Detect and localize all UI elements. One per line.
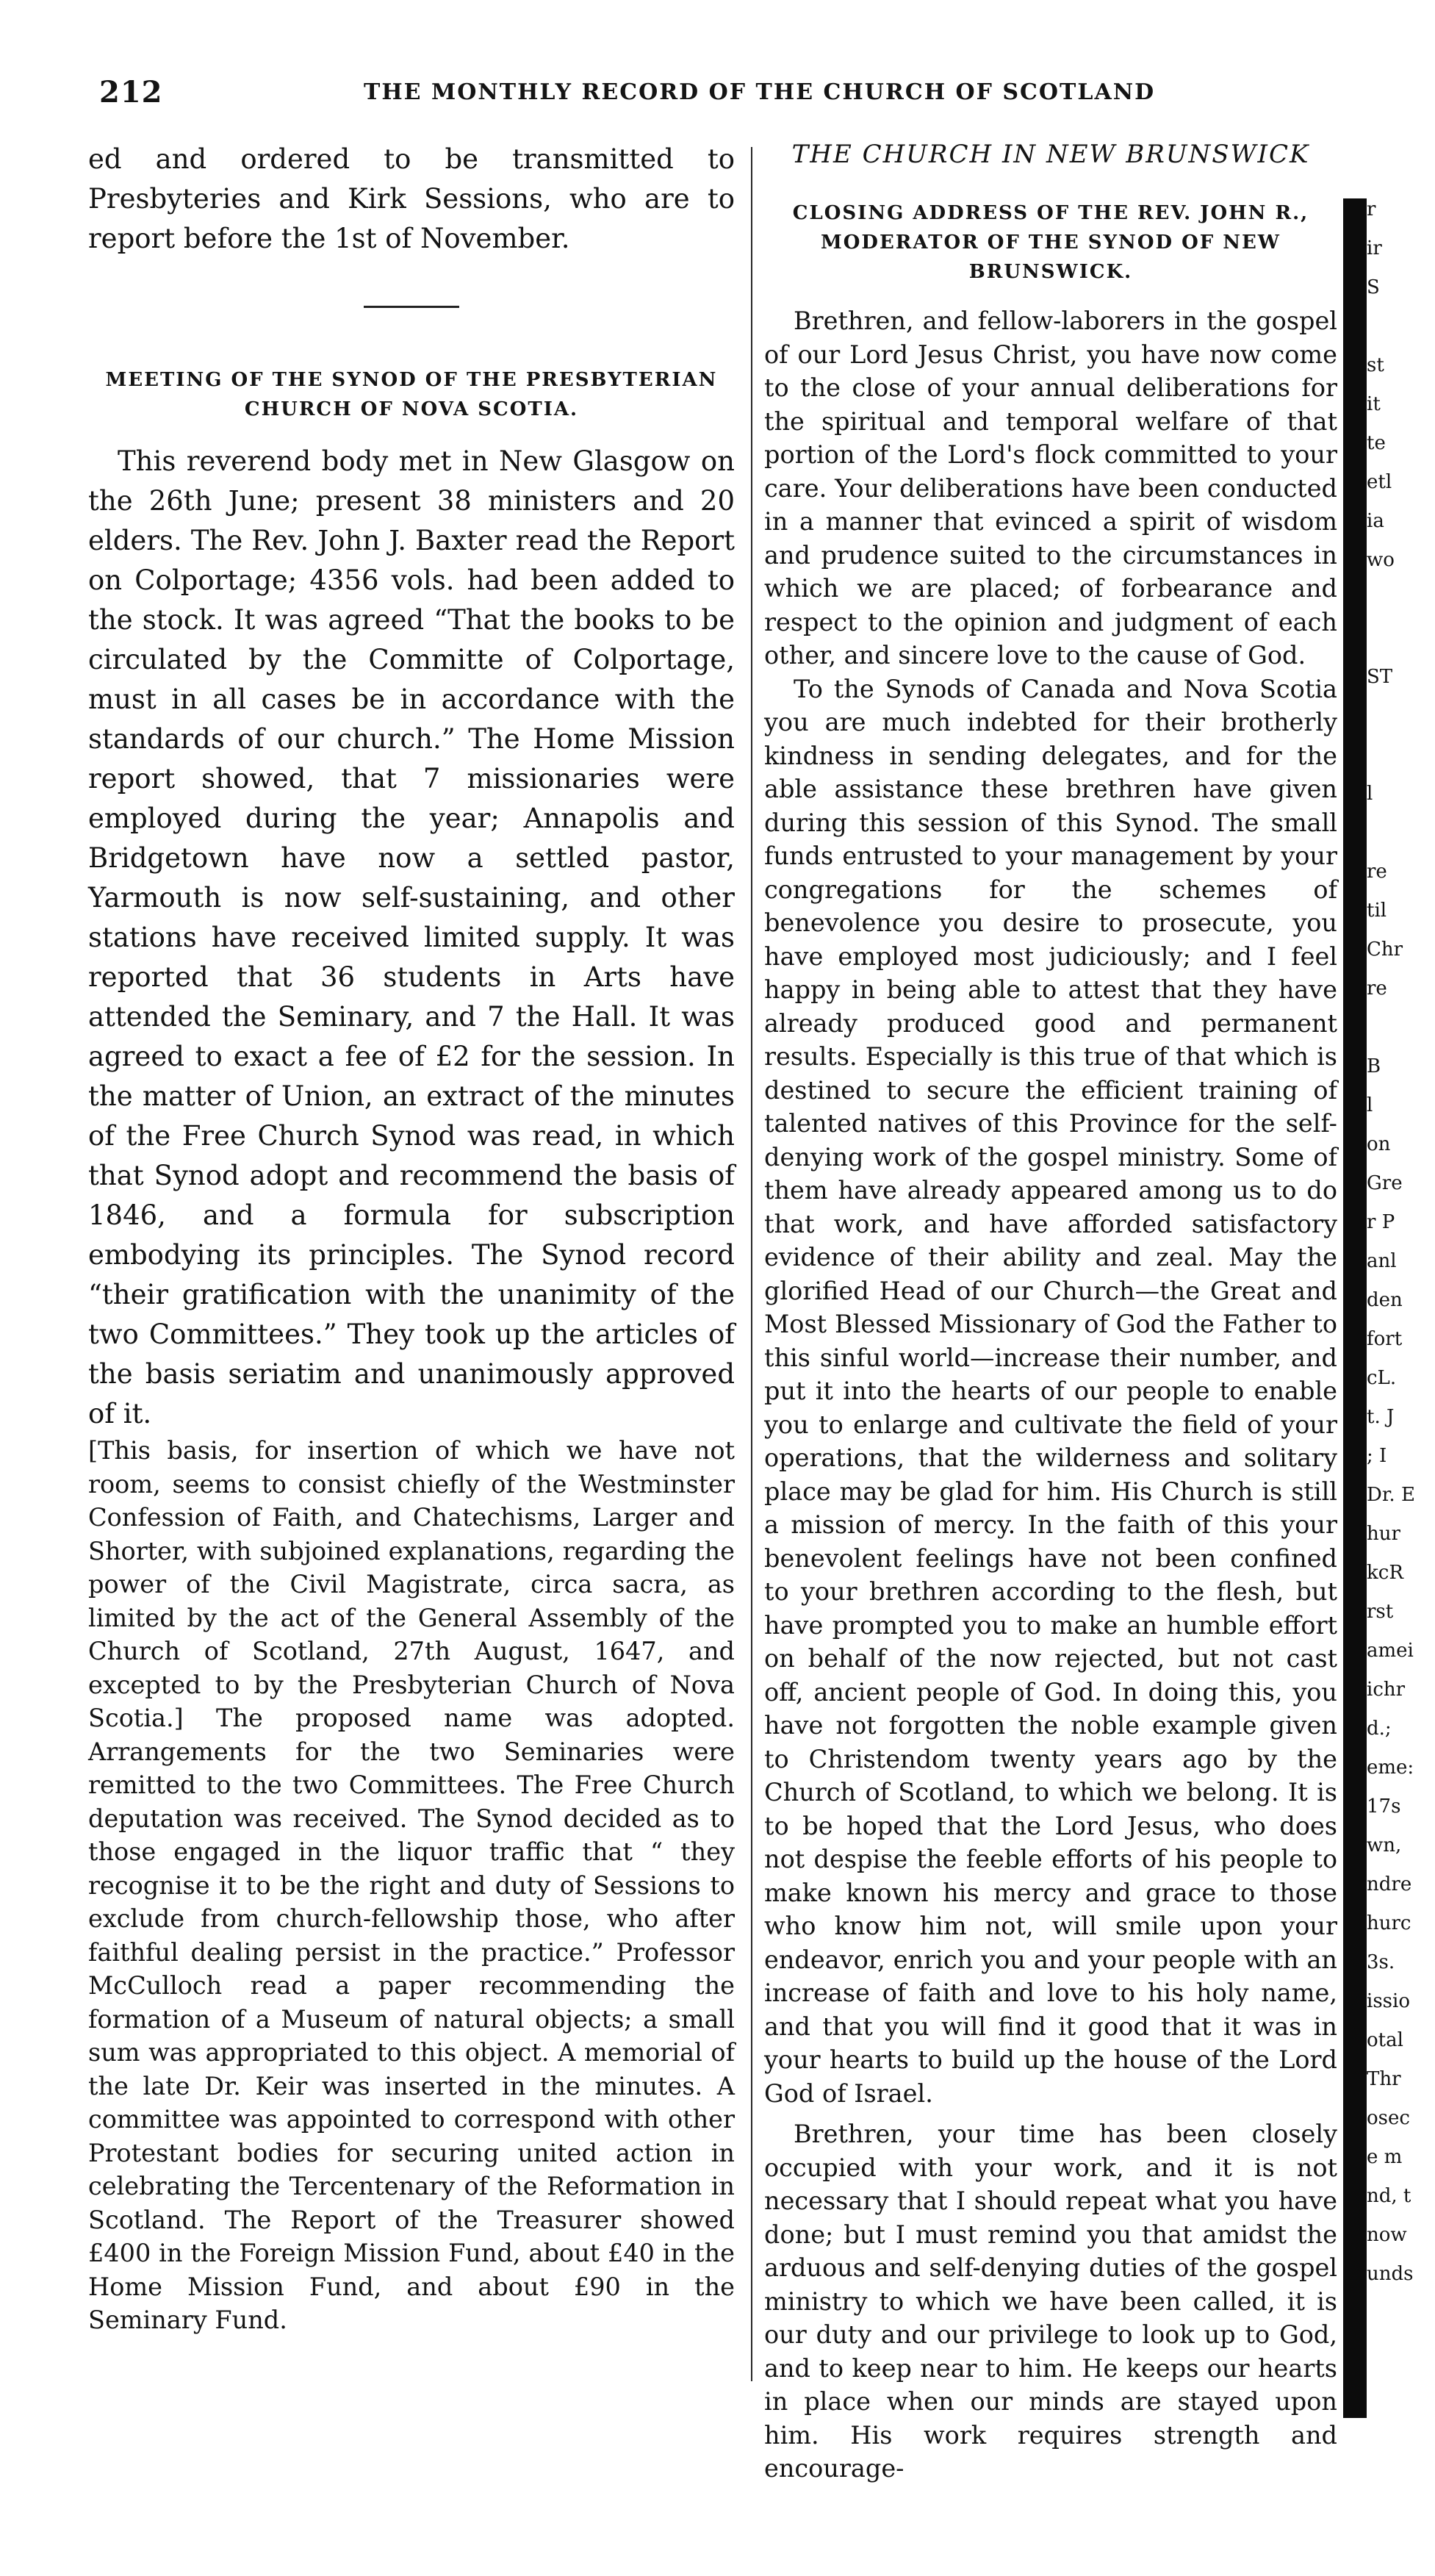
margin-fragment: on [1367, 1133, 1391, 1155]
right-paragraph-1: Brethren, and fellow-laborers in the gospel of our Lord Jesus Christ, you have now come to the close of your annual deliberations for the spiritual and temporal welfare of that portion of the Lord's flock committed to your care. Your deliberations have been conducted in a manner that evinced a spirit of wisdom and prudence suited to the circumstances in which we are placed; of forbearance and respect to the opinion and judgment of each other, and sincere love to the cause of God. [764, 306, 1337, 670]
margin-fragment [1367, 588, 1435, 627]
margin-fragment: t. J [1367, 1406, 1395, 1428]
margin-fragment: ST [1367, 666, 1393, 688]
left-column [88, 140, 735, 2337]
margin-fragment: fort [1367, 1328, 1403, 1350]
margin-fragment: anl [1367, 1250, 1397, 1272]
margin-fragment: te [1367, 432, 1386, 454]
running-title: THE MONTHLY RECORD OF THE CHURCH OF SCOTLAND [364, 79, 1156, 105]
margin-fragment: Dr. E [1367, 1484, 1415, 1506]
margin-fragment: hur [1367, 1523, 1400, 1545]
right-section-title: THE CHURCH IN NEW BRUNSWICK [791, 140, 1310, 169]
margin-fragment: Gre [1367, 1172, 1403, 1194]
page-number: 212 [99, 75, 163, 110]
margin-fragment: otal [1367, 2029, 1403, 2051]
margin-fragment: kcR [1367, 1562, 1403, 1584]
margin-fragment: Chr [1367, 939, 1403, 961]
margin-fragment [1367, 822, 1435, 861]
margin-fragment: B [1367, 1055, 1381, 1077]
margin-fragment [1367, 315, 1435, 354]
margin-fragment: Thr [1367, 2068, 1401, 2090]
margin-fragment: ir [1367, 237, 1382, 259]
binding-edge-shadow [1343, 198, 1367, 2418]
margin-fragment: amei [1367, 1640, 1414, 1662]
margin-fragment: etl [1367, 471, 1392, 493]
left-article-heading: MEETING OF THE SYNOD OF THE PRESBYTERIAN CHURCH OF NOVA SCOTIA. [105, 369, 718, 420]
margin-fragment: S [1367, 276, 1380, 298]
margin-fragment [1367, 627, 1435, 666]
margin-fragment: 17s [1367, 1795, 1401, 1818]
margin-fragment: now [1367, 2224, 1407, 2246]
column-divider [751, 147, 752, 2381]
margin-fragment: rst [1367, 1601, 1394, 1623]
section-divider-rule [364, 306, 459, 308]
margin-fragment: nd, t [1367, 2185, 1411, 2207]
margin-fragment: osec [1367, 2107, 1410, 2129]
margin-fragment: l [1367, 783, 1373, 805]
paragraph-spacer [764, 2110, 1337, 2117]
margin-fragment: r [1367, 198, 1376, 220]
right-paragraph-3: Brethren, your time has been closely occupied with your work, and it is not necessary that I should repeat what you have done; but I must remind you that amidst the arduous and self-denying duties of the gospel ministry to which we have been called, it is our duty and our privilege to look up to God, and to keep near to him. He keeps our hearts in place when our minds are stayed upon him. His work requires strength and encourage- [764, 2120, 1337, 2483]
margin-fragment: l [1367, 1094, 1373, 1116]
left-paragraph-1: This reverend body met in New Glasgow on the 26th June; present 38 ministers and 20 elders. The Rev. John J. Baxter read the Report on Colportage; 4356 vols. had been added to the stock. It was agreed “That the books to be circulated by the Committe of Colportage, must in all cases be in accordance with the standards of our church.” The Home Mission report showed, that 7 missionaries were employed during the year; Annapolis and Bridgetown have now a settled pastor, Yarmouth is now self-sustaining, and other stations have received limited supply. It was reported that 36 students in Arts have attended the Seminary, and 7 the Hall. It was agreed to exact a fee of £2 for the session. In the matter of Union, an extract of the minutes of the Free Church Synod was read, in which that Synod adopt and recommend the basis of 1846, and a formula for subscription embodying its principles. The Synod record “their gratification with the unanimity of the two Committees.” They took up the articles of the basis seriatim and unanimously approved of it. [88, 445, 735, 1429]
left-continuation-text: ed and ordered to be transmitted to Presbyteries and Kirk Sessions, who are to report before the 1st of November. [88, 143, 735, 254]
margin-fragment [1367, 1016, 1435, 1055]
margin-fragment: st [1367, 354, 1384, 376]
margin-fragment: den [1367, 1289, 1403, 1311]
margin-fragment: d.; [1367, 1718, 1392, 1740]
margin-fragment [1367, 744, 1435, 783]
margin-fragment: ia [1367, 510, 1384, 532]
left-paragraph-2: [This basis, for insertion of which we have not room, seems to consist chiefly of the Westminster Confession of Faith, and Chatechisms, Larger and Shorter, with subjoined explanations, regarding the power of the Civil Magistrate, circa sacra, as limited by the act of the General Assembly of the Church of Scotland, 27th August, 1647, and excepted to by the Presbyterian Church of Nova Scotia.] The proposed name was adopted. Arrangements for the two Seminaries were remitted to the two Committees. The Free Church deputation was received. The Synod decided as to those engaged in the liquor traffic that “ they recognise it to be the right and duty of Sessions to exclude from church-fellowship those, who after faithful dealing persist in the practice.” Professor McCulloch read a paper recommending the formation of a Museum of natural objects; a small sum was appropriated to this object. A memorial of the late Dr. Keir was inserted in the minutes. A committee was appointed to correspond with other Protestant bodies for securing united action in celebrating the Tercentenary of the Reformation in Scotland. The Report of the Treasurer showed £400 in the Foreign Mission Fund, about £40 in the Home Mission Fund, and about £90 in the Seminary Fund. [88, 1436, 735, 2334]
margin-fragment: wo [1367, 549, 1395, 571]
margin-fragment: eme: [1367, 1757, 1414, 1779]
margin-fragment [1367, 705, 1435, 744]
margin-fragment: issio [1367, 1990, 1410, 2012]
margin-fragment: ndre [1367, 1873, 1412, 1895]
right-paragraph-2: To the Synods of Canada and Nova Scotia you are much indebted for their brotherly kindness in sending delegates, and for the able assistance these brethren have given during this session of this Synod. The small funds entrusted to your management by your congregations for the schemes of benevolence you desire to prosecute, you have employed most judiciously; and I feel happy in being able to attest that they have already produced good and permanent results. Especially is this true of that which is destined to secure the efficient training of talented natives of this Province for the self-denying work of the gospel ministry. Some of them have already appeared among us to do that work, and have afforded satisfactory evidence of their ability and zeal. May the glorified Head of our Church—the Great and Most Blessed Missionary of God the Father to this sinful world—increase their number, and put it into the hearts of our people to enable you to enlarge and cultivate the field of your operations, that the wilderness and solitary place may be glad for him. His Church is still a mission of mercy. In the faith of this your benevolent feelings have not been confined to your brethren according to the flesh, but have prompted you to make an humble effort on behalf of the now rejected, but not cast off, ancient people of God. In doing this, you have not forgotten the noble example given to Christendom twenty years ago by the Church of Scotland, to which we belong. It is to be hoped that the Lord Jesus, who does not despise the feeble efforts of his people to make known his mercy and grace to those who know him not, will smile upon your endeavor, enrich you and your people with an increase of faith and love to his holy name, and that you will find it good that it was in your hearts to build up the house of the Lord God of Israel. [764, 674, 1337, 2108]
margin-fragment: r P [1367, 1211, 1395, 1233]
margin-fragment: cL. [1367, 1367, 1397, 1389]
margin-fragment: hurc [1367, 1912, 1411, 1934]
margin-fragment: re [1367, 977, 1387, 1000]
margin-fragment: til [1367, 900, 1387, 922]
margin-fragment: ; I [1367, 1445, 1387, 1467]
margin-fragment: ichr [1367, 1679, 1406, 1701]
margin-fragment: it [1367, 393, 1381, 415]
right-column [764, 140, 1337, 2486]
margin-fragment: re [1367, 861, 1387, 883]
running-header [99, 75, 1378, 119]
margin-fragment: wn, [1367, 1834, 1402, 1856]
margin-fragment: e m [1367, 2146, 1403, 2168]
margin-fragment: unds [1367, 2263, 1414, 2285]
margin-fragment: 3s. [1367, 1951, 1395, 1973]
right-article-heading: CLOSING ADDRESS OF THE REV. JOHN R., MODERATOR OF THE SYNOD OF NEW BRUNSWICK. [792, 202, 1309, 283]
adjacent-page-fragments [1367, 198, 1435, 2302]
